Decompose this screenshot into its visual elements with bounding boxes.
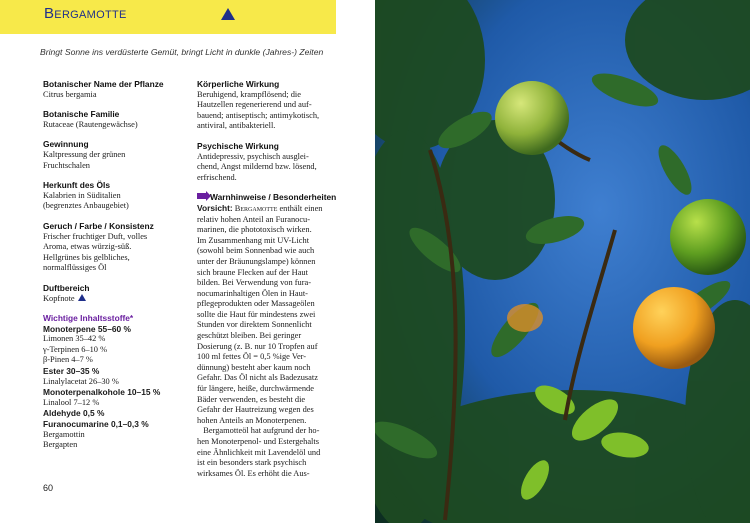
warning-line: bilden. Bei Verwendung von fura- <box>197 278 312 288</box>
section-heading: Herkunft des Öls <box>43 180 111 191</box>
origin-section <box>43 180 188 212</box>
warning-line: sollte die Haut für mindestens zwei <box>197 309 316 319</box>
caution-name: Bergamotte <box>234 203 278 213</box>
warning-line: hen Monoterpenol- und Estergehalts <box>197 437 319 446</box>
section-heading <box>197 192 349 203</box>
warning-line: (sowohl beim Sonnenbad wie auch <box>197 246 315 256</box>
caution-label: Vorsicht: <box>197 202 233 213</box>
green-fruit <box>670 199 746 275</box>
arrow-right-icon <box>197 193 206 199</box>
extraction-section <box>43 139 188 171</box>
physical-effect-section <box>197 79 349 132</box>
section-heading: Botanischer Name der Pflanze <box>43 79 164 89</box>
section-line: Beruhigend, krampflösend; die <box>197 89 301 99</box>
ingredient-item: Monoterpenalkohole 10–15 % <box>43 387 161 398</box>
ingredient-item: Linalylacetat 26–30 % <box>43 376 119 386</box>
warning-line: wirksames Öl. Es erhöht die Aus- <box>197 468 310 478</box>
ingredient-item: Aldehyde 0,5 % <box>43 408 105 419</box>
section-line: erfrischend. <box>197 172 237 182</box>
ingredient-item: β-Pinen 4–7 % <box>43 355 93 365</box>
warning-line: Gefahr. Das Öl nicht als Badezusatz <box>197 373 318 383</box>
triangle-icon <box>78 294 86 301</box>
warning-line: Im Zusammenhang mit UV-Licht <box>197 235 310 245</box>
ingredient-item: Ester 30–35 % <box>43 366 100 377</box>
orange-fruit <box>633 287 715 369</box>
warning-line: unter der Bräunungslampe) können <box>197 256 316 266</box>
triangle-icon <box>221 8 235 20</box>
ingredient-item: Linalool 7–12 % <box>43 397 100 407</box>
section-line: Antidepressiv, psychisch ausglei- <box>197 151 309 161</box>
warning-line: 100 ml fettes Öl = 0,5 %ige Ver- <box>197 352 307 362</box>
scent-range-text: Kopfnote <box>43 293 75 303</box>
warning-line: Bergamotteöl hat aufgrund der ho- <box>197 426 320 436</box>
smell-section <box>43 221 188 274</box>
warning-line: Gefahr der Hautreizung wegen des <box>197 405 314 415</box>
ingredient-item: Furanocumarine 0,1–0,3 % <box>43 419 149 430</box>
section-heading: Psychische Wirkung <box>197 140 279 151</box>
warning-line: dünnung) besteht aber kaum noch <box>197 362 311 372</box>
ingredients-section <box>43 313 188 451</box>
warning-line: Stunden vor direktem Sonnenlicht <box>197 320 312 330</box>
warning-line: eine Ähnlichkeit mit Lavendelöl und <box>197 447 321 457</box>
ingredient-item: Bergamottin <box>43 429 85 439</box>
photo-illustration <box>375 0 750 523</box>
section-line: Frischer fruchtiger Duft, volles <box>43 231 148 241</box>
warning-line: hohen Anteils an Monoterpenen. <box>197 415 307 425</box>
section-text: Rutaceae (Rautengewächse) <box>43 119 138 129</box>
ingredient-item: Limonen 35–42 % <box>43 334 106 344</box>
section-line: Kaltpressung der grünen <box>43 149 126 159</box>
section-line: normalflüssiges Öl <box>43 263 107 273</box>
section-heading: Körperliche Wirkung <box>197 79 280 89</box>
warning-line: pflegeprodukten oder Massageölen <box>197 299 315 309</box>
warnings-section <box>197 192 349 479</box>
section-line: Fruchtschalen <box>43 160 90 170</box>
botanical-name-section <box>43 79 188 100</box>
section-heading: Gewinnung <box>43 139 89 150</box>
warning-line: nocumarinhaltigen Ölen in Haut- <box>197 288 308 298</box>
tagline: Bringt Sonne ins verdüsterte Gemüt, bringt Licht in dunkle (Jahres-) Zeiten <box>40 47 324 57</box>
scent-range-section <box>43 283 188 304</box>
section-line <box>197 203 349 215</box>
green-fruit <box>495 81 569 155</box>
section-line: Hautzellen regenerierend und auf- <box>197 100 312 110</box>
ingredient-item: Bergapten <box>43 440 78 450</box>
warning-line: sich braune Flecken auf der Haut <box>197 267 308 277</box>
warning-line: Dosierung (z. B. nur 10 Tropfen auf <box>197 341 318 351</box>
bergamot-tree-photo <box>375 0 750 523</box>
ingredient-item: γ-Terpinen 6–10 % <box>43 344 108 354</box>
caution-rest: enthält einen <box>277 203 323 213</box>
ingredient-item: Monoterpene 55–60 % <box>43 323 131 334</box>
page-number: 60 <box>43 483 54 493</box>
section-line: (begrenztes Anbaugebiet) <box>43 201 129 211</box>
section-line: Aroma, etwas würzig-süß. <box>43 242 132 252</box>
section-heading: Botanische Familie <box>43 109 120 120</box>
page-title: Bergamotte <box>44 5 127 22</box>
section-line: bauend; antiseptisch; antimykotisch, <box>197 110 320 120</box>
family-section <box>43 109 188 130</box>
warning-line: marinen, die phototoxisch wirken. <box>197 225 312 235</box>
psychic-effect-section <box>197 141 349 183</box>
section-heading: Geruch / Farbe / Konsistenz <box>43 220 154 231</box>
section-text: Citrus bergamia <box>43 89 97 99</box>
warnings-heading-text: Warnhinweise / Besonderheiten <box>210 192 337 203</box>
section-text <box>43 294 188 305</box>
right-column <box>197 79 349 488</box>
warning-line: Bäder verwenden, es besteht die <box>197 394 306 404</box>
warning-line: ist ein besonders stark psychisch <box>197 458 307 468</box>
left-column <box>43 79 188 460</box>
section-line: antiviral, antibakteriell. <box>197 121 276 131</box>
warning-line: für längere, heiße, durchwärmende <box>197 384 314 394</box>
warning-line: geschützt bleiben. Bei geringer <box>197 331 302 341</box>
section-heading: Duftbereich <box>43 282 90 293</box>
section-heading: Wichtige Inhaltsstoffe* <box>43 313 134 324</box>
section-line: Kalabrien in Süditalien <box>43 190 121 200</box>
section-line: chend, Angst mildernd bzw. lösend, <box>197 162 317 172</box>
title-bar <box>0 0 336 34</box>
section-line: Hellgrünes bis gelbliches, <box>43 252 130 262</box>
warning-line: relativ hohen Anteil an Furanocu- <box>197 214 311 224</box>
